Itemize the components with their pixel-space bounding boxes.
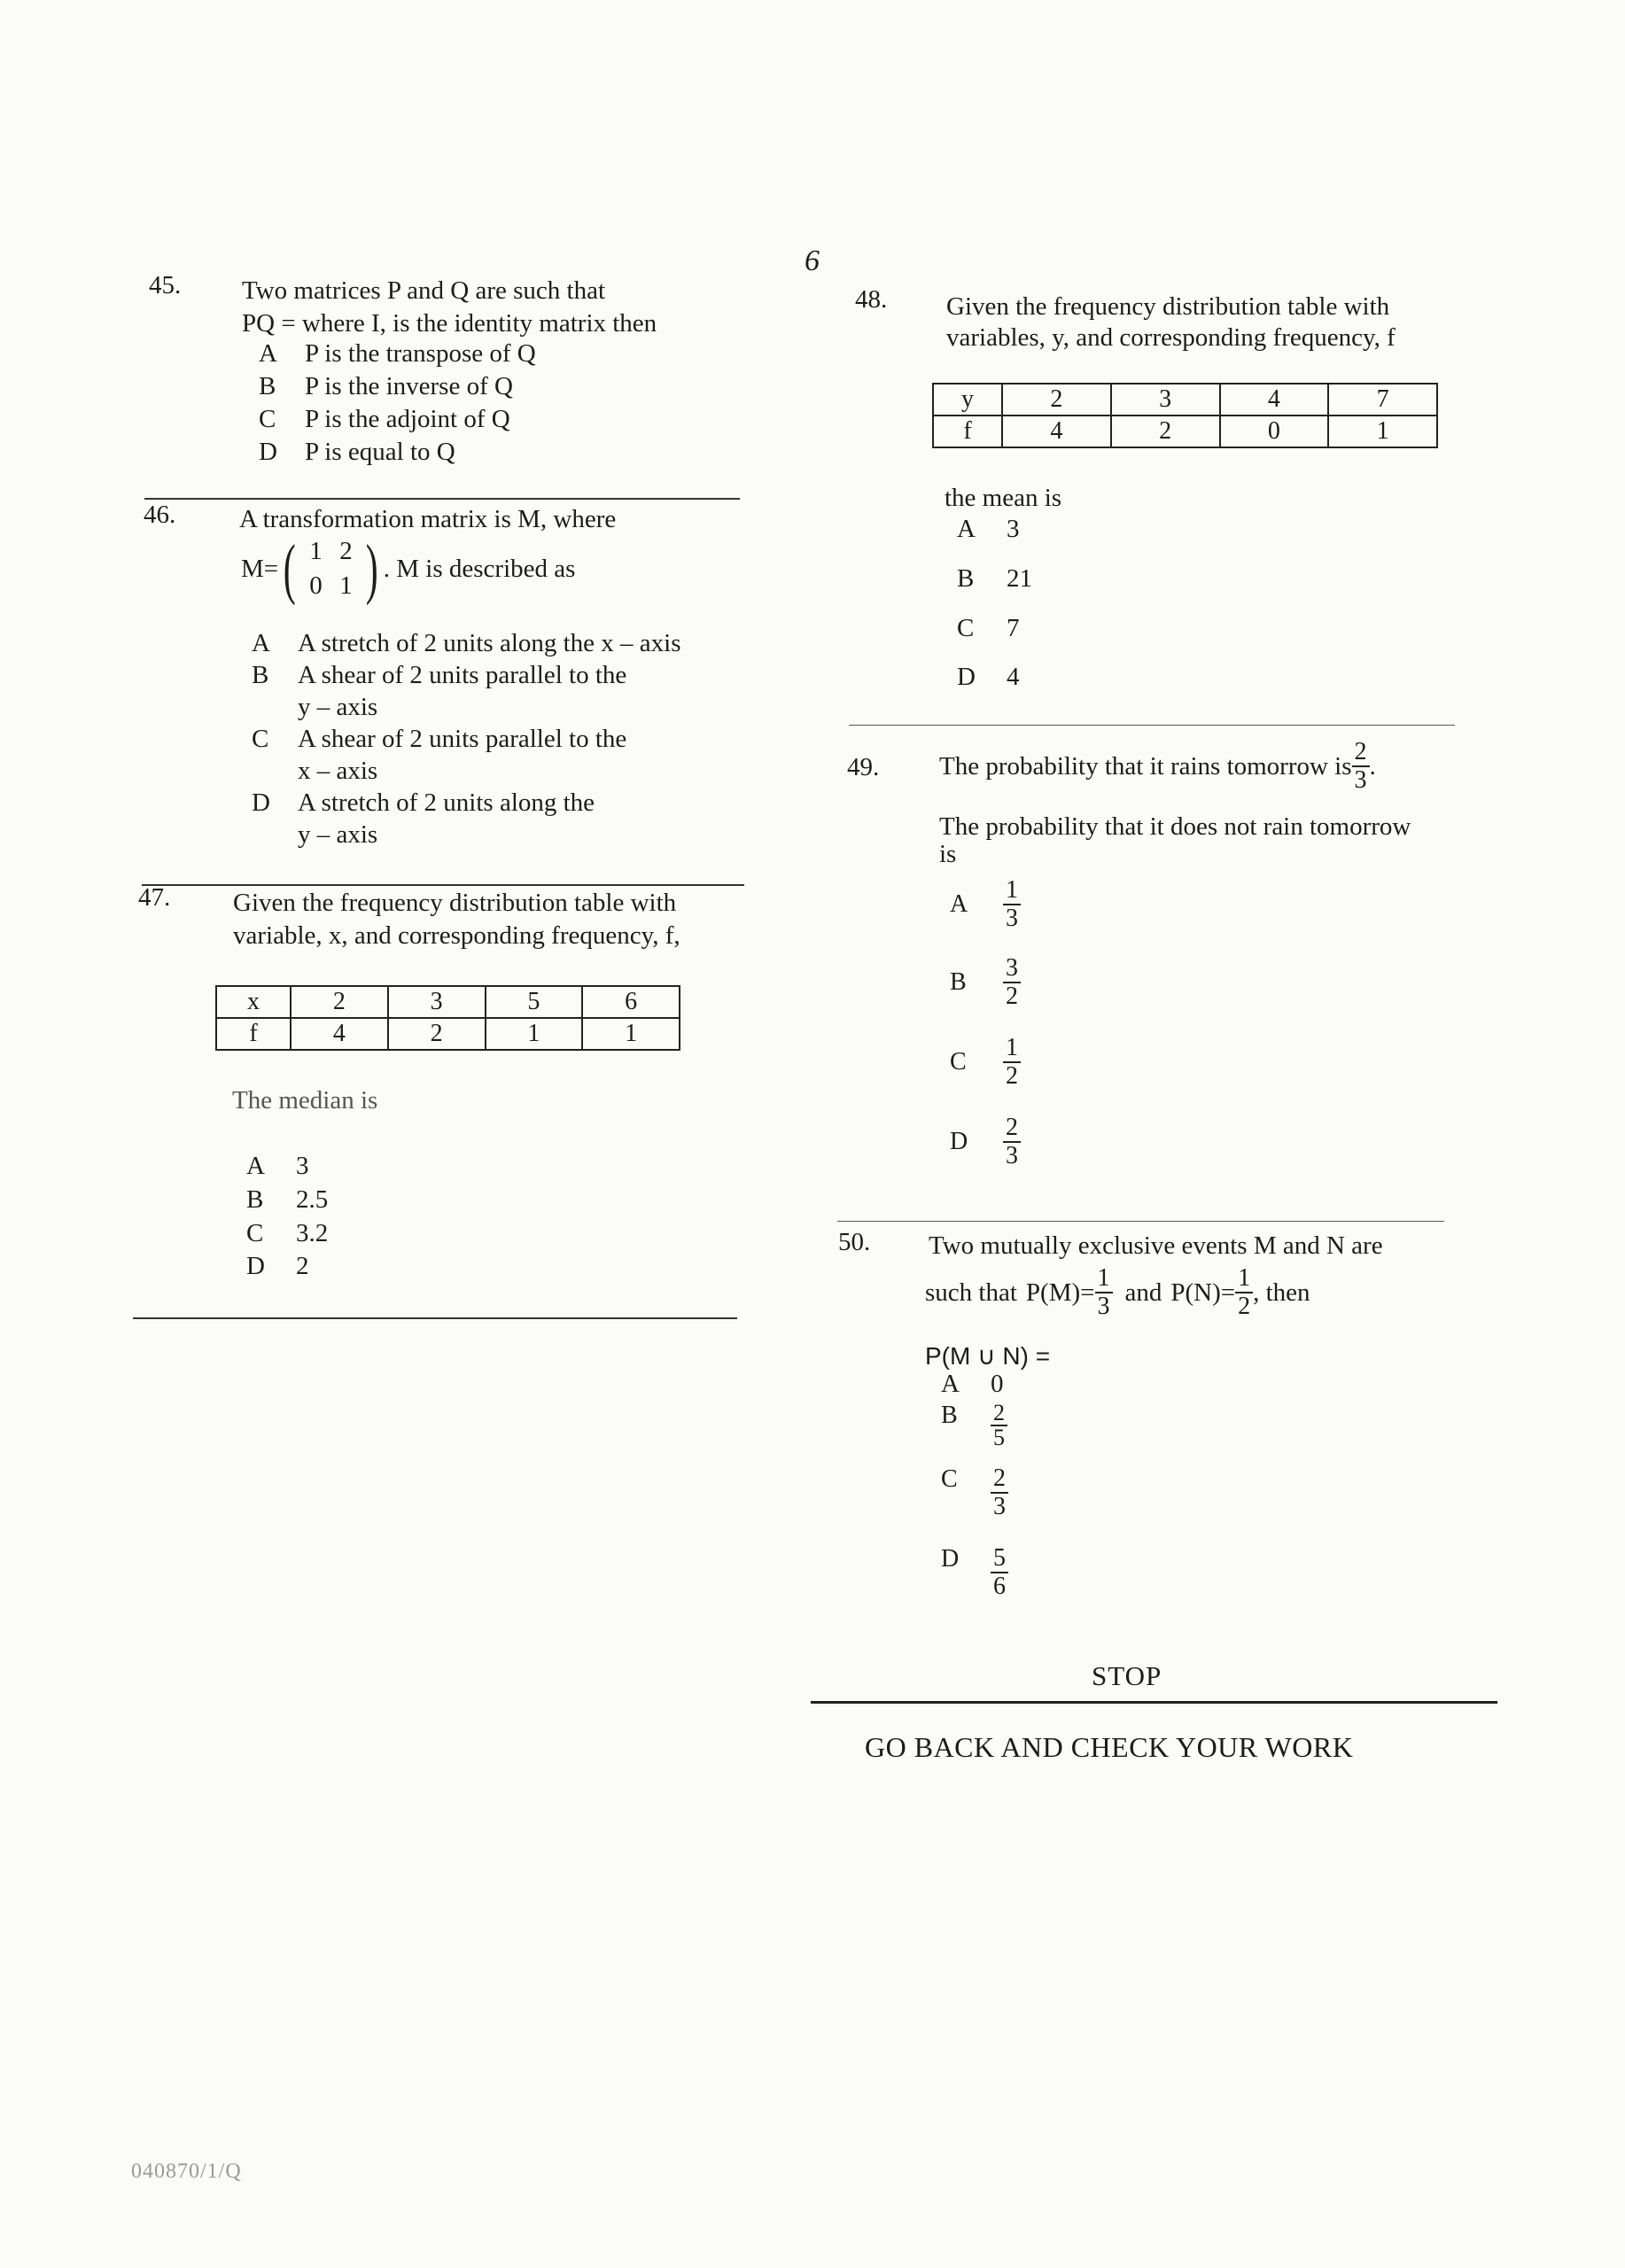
question-50-union: P(M ∪ N) = <box>925 1342 1051 1370</box>
pm-text: P(M)= <box>1025 1278 1095 1307</box>
q49-option-b[interactable] <box>950 955 1021 1010</box>
question-48-number: 48. <box>855 285 888 314</box>
table-cell: 2 <box>388 1018 486 1050</box>
go-back-label: GO BACK AND CHECK YOUR WORK <box>865 1731 1354 1763</box>
question-49-line1 <box>939 739 1376 794</box>
numerator: 2 <box>1352 739 1370 767</box>
q45-option-d[interactable] <box>259 438 455 467</box>
q49-option-c[interactable] <box>950 1035 1021 1090</box>
table-row <box>933 384 1437 416</box>
denominator: 3 <box>993 1493 1006 1520</box>
option-text: 7 <box>1007 614 1020 642</box>
q45-option-b[interactable] <box>259 372 513 401</box>
numerator: 1 <box>1003 1035 1021 1063</box>
q46-option-a[interactable] <box>252 629 681 658</box>
then-text: , then <box>1253 1278 1310 1307</box>
numerator: 2 <box>1003 1115 1021 1143</box>
question-48-prompt: the mean is <box>945 484 1062 512</box>
q47-option-b[interactable] <box>246 1185 328 1215</box>
option-fraction <box>991 1545 1008 1600</box>
matrix-label: M= <box>241 554 279 583</box>
question-48-line2: variables, y, and corresponding frequency, f <box>946 323 1396 352</box>
question-47-prompt: The median is <box>232 1086 378 1115</box>
question-45-line1: Two matrices P and Q are such that <box>242 276 606 305</box>
numerator: 3 <box>1003 955 1021 983</box>
option-letter: D <box>259 438 277 466</box>
option-letter: C <box>950 1048 967 1076</box>
q45-option-a[interactable] <box>259 339 536 369</box>
right-paren: ) <box>366 532 379 606</box>
option-text: 2 <box>296 1252 309 1280</box>
table-cell: f <box>933 416 1002 447</box>
question-48-line1: Given the frequency distribution table with <box>946 292 1390 321</box>
option-letter: C <box>252 725 269 753</box>
question-47-line2: variable, x, and corresponding frequency, f, <box>233 921 680 950</box>
q50-option-a[interactable] <box>941 1370 1004 1399</box>
question-49-line3: is <box>939 840 957 868</box>
table-cell: 1 <box>1328 416 1437 447</box>
q46-option-b[interactable] <box>252 661 626 690</box>
table-cell: 5 <box>486 986 583 1018</box>
denominator: 5 <box>993 1425 1005 1450</box>
denominator: 2 <box>1238 1293 1251 1320</box>
footer-code: 040870/1/Q <box>131 2160 242 2183</box>
q47-option-a[interactable] <box>246 1152 309 1181</box>
option-text: 21 <box>1007 564 1032 593</box>
matrix-cell: 1 <box>339 571 353 600</box>
question-46-number: 46. <box>144 501 176 529</box>
denominator: 3 <box>1097 1293 1110 1320</box>
divider-46-47 <box>142 884 744 886</box>
q46-option-d-cont: y – axis <box>298 820 378 849</box>
q49-option-d[interactable] <box>950 1115 1021 1169</box>
option-text: A shear of 2 units parallel to the <box>298 725 627 753</box>
question-45-line2: PQ = where I, is the identity matrix then <box>242 309 657 338</box>
option-text: A shear of 2 units parallel to the <box>298 661 627 689</box>
frequency-table-y <box>932 383 1438 448</box>
q48-option-a[interactable] <box>957 515 1020 544</box>
option-letter: D <box>957 663 976 691</box>
option-text: P is the inverse of Q <box>305 372 513 400</box>
option-text: P is equal to Q <box>305 438 455 466</box>
q47-option-c[interactable] <box>246 1219 328 1248</box>
table-cell: 4 <box>1220 384 1329 416</box>
q48-option-d[interactable] <box>957 663 1020 692</box>
divider-49-50 <box>837 1221 1444 1222</box>
question-46-line1: A transformation matrix is M, where <box>239 505 617 533</box>
question-49-line2: The probability that it does not rain tomorrow <box>939 812 1411 841</box>
option-letter: A <box>941 1370 960 1398</box>
option-letter: A <box>950 890 968 918</box>
period: . <box>1369 751 1376 781</box>
question-50-line2 <box>925 1265 1310 1320</box>
page-number: 6 <box>805 245 820 277</box>
option-letter: A <box>246 1152 265 1180</box>
option-text: 4 <box>1007 663 1020 691</box>
question-45-number: 45. <box>149 271 182 299</box>
frequency-table-x <box>215 985 680 1051</box>
divider-48-49 <box>849 725 1455 726</box>
option-text: P is the adjoint of Q <box>305 405 510 433</box>
table-cell: 2 <box>291 986 388 1018</box>
question-50-number: 50. <box>838 1228 871 1256</box>
denominator: 2 <box>1006 1062 1018 1090</box>
table-cell: 6 <box>582 986 680 1018</box>
fraction-two-thirds <box>1352 739 1370 794</box>
option-fraction <box>991 1402 1007 1449</box>
table-cell: 4 <box>291 1018 388 1050</box>
numerator: 1 <box>1095 1265 1113 1293</box>
matrix-m <box>278 532 384 606</box>
q50-option-d[interactable] <box>941 1545 1008 1600</box>
question-47-line1: Given the frequency distribution table with <box>233 889 677 917</box>
option-letter: B <box>941 1402 958 1429</box>
option-fraction <box>1003 877 1021 932</box>
option-letter: D <box>941 1545 960 1573</box>
q47-option-d[interactable] <box>246 1252 309 1281</box>
q46-option-d[interactable] <box>252 788 595 818</box>
left-paren: ( <box>283 532 296 606</box>
table-cell: 4 <box>1002 416 1111 447</box>
numerator: 2 <box>991 1465 1008 1494</box>
table-row <box>933 416 1437 447</box>
divider-45-46 <box>144 498 740 500</box>
option-text: A stretch of 2 units along the x – axis <box>298 629 681 657</box>
denominator: 6 <box>993 1573 1006 1600</box>
option-fraction <box>1003 955 1021 1010</box>
such-that-text: such that <box>925 1278 1017 1307</box>
option-text: 3 <box>1007 515 1020 543</box>
table-cell: x <box>216 986 291 1018</box>
question-50-line1: Two mutually exclusive events M and N are <box>929 1231 1383 1260</box>
option-letter: C <box>246 1219 264 1247</box>
denominator: 2 <box>1006 983 1018 1010</box>
question-49-number: 49. <box>847 753 880 781</box>
option-letter: A <box>259 339 277 368</box>
pn-text: P(N)= <box>1170 1278 1236 1307</box>
denominator: 3 <box>1006 1142 1018 1169</box>
option-letter: C <box>259 405 276 433</box>
table-cell: f <box>216 1018 291 1050</box>
table-cell: 1 <box>486 1018 583 1050</box>
option-text: P is the transpose of Q <box>305 339 536 368</box>
numerator: 2 <box>991 1402 1007 1426</box>
table-cell: 1 <box>582 1018 680 1050</box>
table-row <box>216 1018 680 1050</box>
option-text: 2.5 <box>296 1185 329 1214</box>
table-cell: 3 <box>388 986 486 1018</box>
and-text: and <box>1124 1278 1162 1307</box>
matrix-expression <box>241 532 576 606</box>
option-letter: C <box>941 1465 958 1493</box>
numerator: 5 <box>991 1545 1008 1573</box>
q48-option-b[interactable] <box>957 564 1032 594</box>
q46-option-c-cont: x – axis <box>298 757 378 785</box>
option-letter: B <box>246 1185 264 1214</box>
pn-fraction <box>1235 1265 1253 1320</box>
option-letter: A <box>957 515 976 543</box>
matrix-cell: 1 <box>309 537 323 565</box>
q46-option-b-cont: y – axis <box>298 693 378 721</box>
numerator: 1 <box>1235 1265 1253 1293</box>
option-letter: B <box>252 661 269 689</box>
option-text: 0 <box>991 1370 1004 1398</box>
option-letter: A <box>252 629 270 657</box>
option-text: 3 <box>296 1152 309 1180</box>
q50-option-c[interactable] <box>941 1465 1008 1520</box>
denominator: 3 <box>1006 905 1018 932</box>
option-letter: D <box>252 788 270 817</box>
pm-fraction <box>1095 1265 1113 1320</box>
q50-option-b[interactable] <box>941 1402 1007 1449</box>
table-cell: y <box>933 384 1002 416</box>
numerator: 1 <box>1003 877 1021 905</box>
table-row <box>216 986 680 1018</box>
option-letter: C <box>957 614 975 642</box>
option-letter: B <box>950 968 967 996</box>
stop-rule <box>811 1701 1497 1704</box>
option-fraction <box>991 1465 1008 1520</box>
option-letter: B <box>957 564 975 593</box>
matrix-cell: 0 <box>309 571 323 600</box>
q45-option-c[interactable] <box>259 405 510 434</box>
table-cell: 0 <box>1220 416 1329 447</box>
option-text: A stretch of 2 units along the <box>298 788 595 817</box>
divider-47-end <box>133 1317 737 1319</box>
table-cell: 7 <box>1328 384 1437 416</box>
table-cell: 2 <box>1111 416 1220 447</box>
stop-label: STOP <box>1092 1660 1162 1691</box>
table-cell: 2 <box>1002 384 1111 416</box>
matrix-description: . M is described as <box>383 554 576 583</box>
matrix-cell: 2 <box>339 537 353 565</box>
table-cell: 3 <box>1111 384 1220 416</box>
option-letter: D <box>950 1128 968 1155</box>
question-47-number: 47. <box>138 883 171 912</box>
option-fraction <box>1003 1035 1021 1090</box>
option-letter: B <box>259 372 276 400</box>
question-49-text: The probability that it rains tomorrow is <box>939 751 1352 781</box>
denominator: 3 <box>1354 766 1367 794</box>
q49-option-a[interactable] <box>950 877 1021 932</box>
q46-option-c[interactable] <box>252 725 626 754</box>
q48-option-c[interactable] <box>957 614 1020 643</box>
option-text: 3.2 <box>296 1219 329 1247</box>
option-letter: D <box>246 1252 265 1280</box>
option-fraction <box>1003 1115 1021 1169</box>
